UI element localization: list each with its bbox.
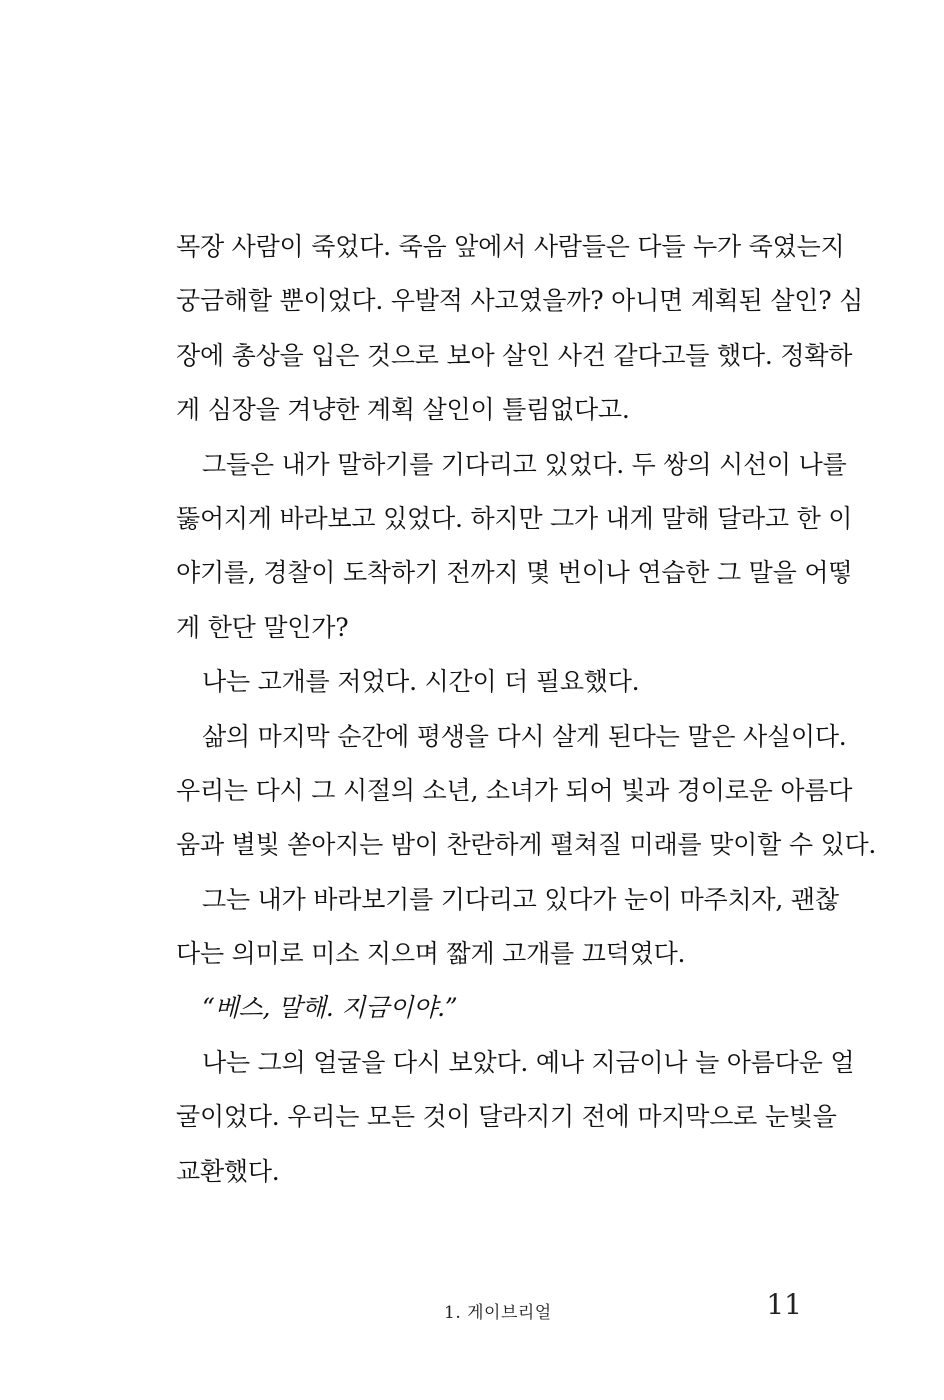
text-line: 삶의 마지막 순간에 평생을 다시 살게 된다는 말은 사실이다. [202,721,847,751]
running-chapter-title: 1. 게이브리얼 [444,1303,552,1323]
text-line: 게 한단 말인가? [176,612,349,642]
text-line: 뚫어지게 바라보고 있었다. 하지만 그가 내게 말해 달라고 한 이 [176,503,853,533]
text-line: 그는 내가 바라보기를 기다리고 있다가 눈이 마주치자, 괜찮 [202,884,839,914]
text-line: 목장 사람이 죽었다. 죽음 앞에서 사람들은 다들 누가 죽였는지 [176,232,845,261]
text-line: 궁금해할 뿐이었다. 우발적 사고였을까? 아니면 계획된 살인? 심 [176,286,864,316]
text-line: 다는 의미로 미소 지으며 짧게 고개를 끄덕였다. [176,939,686,969]
text-line: 장에 총상을 입은 것으로 보아 살인 사건 같다고들 했다. 정확하 [176,340,853,370]
text-line: 야기를, 경찰이 도착하기 전까지 몇 번이나 연습한 그 말을 어떻 [176,558,853,588]
body-text [176,220,877,1199]
text-line: 움과 별빛 쏟아지는 밤이 찬란하게 펼쳐질 미래를 맞이할 수 있다. [176,830,877,860]
page-number: 11 [766,1288,802,1321]
text-line: 교환했다. [176,1156,280,1186]
text-line: 굴이었다. 우리는 모든 것이 달라지기 전에 마지막으로 눈빛을 [176,1102,837,1132]
page-footer [176,1288,808,1328]
text-line: 나는 고개를 저었다. 시간이 더 필요했다. [202,667,640,697]
dialogue-line: “베스, 말해. 지금이야.” [202,993,458,1023]
text-line: 그들은 내가 말하기를 기다리고 있었다. 두 쌍의 시선이 나를 [202,449,847,479]
text-line: 게 심장을 겨냥한 계획 살인이 틀림없다고. [176,395,630,425]
text-line: 우리는 다시 그 시절의 소년, 소녀가 되어 빛과 경이로운 아름다 [176,775,853,805]
text-line: 나는 그의 얼굴을 다시 보았다. 예나 지금이나 늘 아름다운 얼 [202,1047,855,1077]
